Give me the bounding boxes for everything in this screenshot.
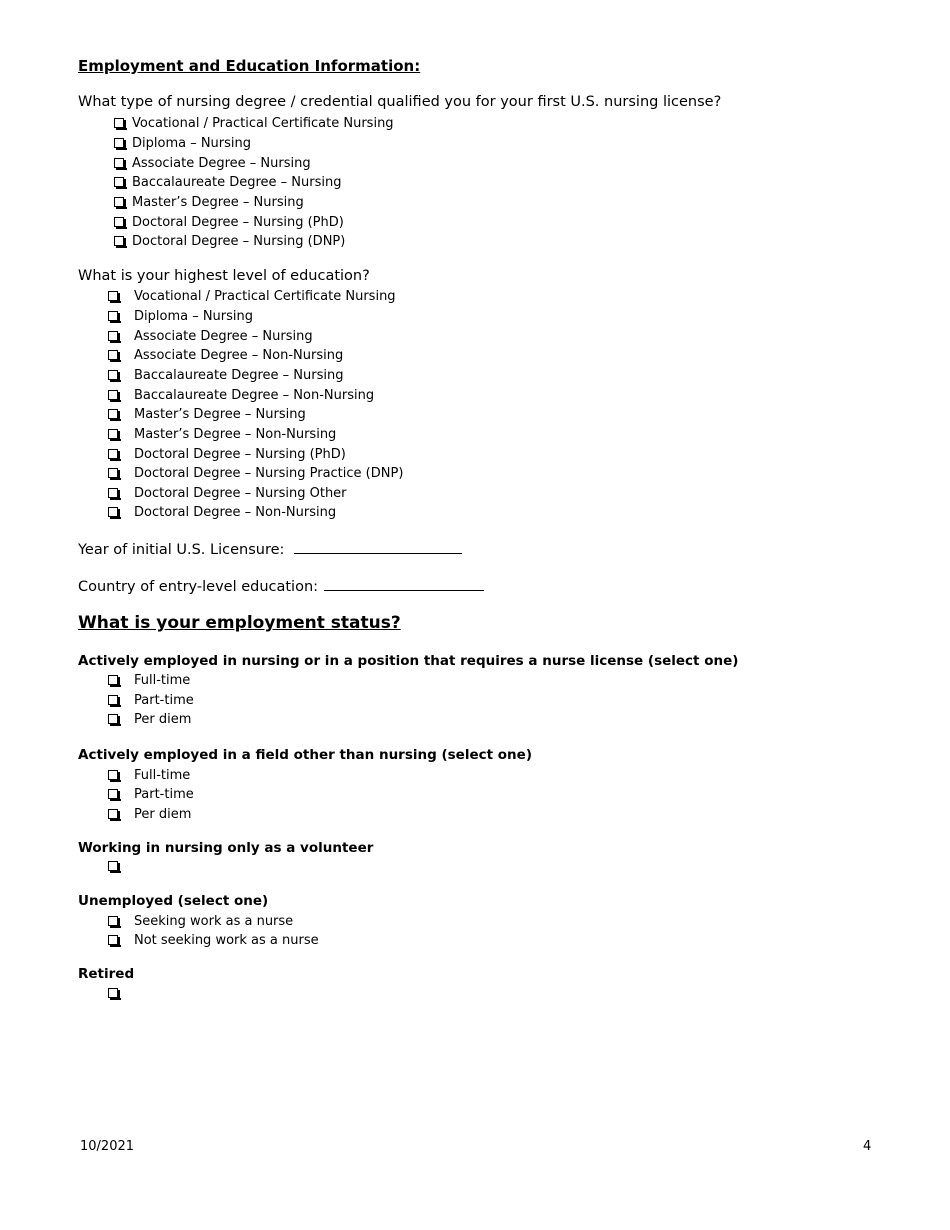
nursing-fulltime-option[interactable]: Full-time <box>108 671 190 689</box>
q1-option[interactable]: Associate Degree – Nursing <box>114 154 311 172</box>
checkbox-icon[interactable] <box>108 770 118 780</box>
checkbox-icon[interactable] <box>108 988 118 998</box>
q2-option[interactable]: Baccalaureate Degree – Nursing <box>108 366 343 384</box>
checkbox-icon[interactable] <box>108 507 118 517</box>
country-field[interactable] <box>324 576 484 591</box>
q1-option[interactable]: Doctoral Degree – Nursing (DNP) <box>114 232 345 250</box>
section-title: Employment and Education Information: <box>78 57 421 75</box>
q1-option[interactable]: Vocational / Practical Certificate Nursing <box>114 114 394 132</box>
other-fulltime-option[interactable]: Full-time <box>108 766 190 784</box>
checkbox-icon[interactable] <box>108 370 118 380</box>
checkbox-icon[interactable] <box>108 429 118 439</box>
question-first-license-degree: What type of nursing degree / credential qualified you for your first U.S. nursing license? <box>78 94 722 110</box>
licensure-year-row <box>78 539 462 558</box>
q2-option[interactable]: Doctoral Degree – Nursing Practice (DNP) <box>108 464 403 482</box>
checkbox-icon[interactable] <box>108 350 118 360</box>
licensure-year-field[interactable] <box>294 539 462 554</box>
q2-option[interactable]: Vocational / Practical Certificate Nursing <box>108 287 396 305</box>
seeking-work-option[interactable]: Seeking work as a nurse <box>108 912 293 930</box>
checkbox-icon[interactable] <box>108 331 118 341</box>
checkbox-icon[interactable] <box>108 935 118 945</box>
q2-option[interactable]: Diploma – Nursing <box>108 307 253 325</box>
other-perdiem-option[interactable]: Per diem <box>108 805 191 823</box>
other-parttime-option[interactable]: Part-time <box>108 785 194 803</box>
q1-option[interactable]: Baccalaureate Degree – Nursing <box>114 173 341 191</box>
checkbox-icon[interactable] <box>114 197 124 207</box>
question-highest-education: What is your highest level of education? <box>78 268 370 284</box>
footer-page-number: 4 <box>863 1139 872 1154</box>
retired-heading: Retired <box>78 966 135 982</box>
checkbox-icon[interactable] <box>114 177 124 187</box>
checkbox-icon[interactable] <box>114 118 124 128</box>
q1-option[interactable]: Doctoral Degree – Nursing (PhD) <box>114 213 344 231</box>
checkbox-icon[interactable] <box>114 217 124 227</box>
other-employment-heading: Actively employed in a field other than nursing (select one) <box>78 747 532 763</box>
checkbox-icon[interactable] <box>108 449 118 459</box>
checkbox-icon[interactable] <box>108 695 118 705</box>
nursing-perdiem-option[interactable]: Per diem <box>108 710 191 728</box>
checkbox-icon[interactable] <box>108 714 118 724</box>
checkbox-icon[interactable] <box>108 488 118 498</box>
q2-option[interactable]: Associate Degree – Nursing <box>108 327 313 345</box>
volunteer-option[interactable] <box>108 857 118 875</box>
not-seeking-work-option[interactable]: Not seeking work as a nurse <box>108 931 319 949</box>
nursing-parttime-option[interactable]: Part-time <box>108 691 194 709</box>
nursing-employment-heading: Actively employed in nursing or in a position that requires a nurse license (select one) <box>78 653 739 669</box>
q2-option[interactable]: Master’s Degree – Nursing <box>108 405 306 423</box>
q1-option[interactable]: Master’s Degree – Nursing <box>114 193 304 211</box>
checkbox-icon[interactable] <box>114 158 124 168</box>
unemployed-heading: Unemployed (select one) <box>78 893 269 909</box>
checkbox-icon[interactable] <box>108 409 118 419</box>
volunteer-heading: Working in nursing only as a volunteer <box>78 840 374 856</box>
q2-option[interactable]: Master’s Degree – Non-Nursing <box>108 425 336 443</box>
footer-date: 10/2021 <box>80 1139 135 1154</box>
checkbox-icon[interactable] <box>108 861 118 871</box>
employment-title: What is your employment status? <box>78 613 401 633</box>
country-row <box>78 576 484 595</box>
checkbox-icon[interactable] <box>114 236 124 246</box>
q2-option[interactable]: Doctoral Degree – Nursing (PhD) <box>108 445 346 463</box>
checkbox-icon[interactable] <box>108 675 118 685</box>
checkbox-icon[interactable] <box>108 809 118 819</box>
checkbox-icon[interactable] <box>108 390 118 400</box>
checkbox-icon[interactable] <box>108 311 118 321</box>
q2-option[interactable]: Baccalaureate Degree – Non-Nursing <box>108 386 374 404</box>
q2-option[interactable]: Doctoral Degree – Non-Nursing <box>108 503 336 521</box>
checkbox-icon[interactable] <box>108 468 118 478</box>
q1-option[interactable]: Diploma – Nursing <box>114 134 251 152</box>
licensure-year-label: Year of initial U.S. Licensure: <box>78 542 285 558</box>
checkbox-icon[interactable] <box>108 789 118 799</box>
checkbox-icon[interactable] <box>114 138 124 148</box>
checkbox-icon[interactable] <box>108 916 118 926</box>
checkbox-icon[interactable] <box>108 291 118 301</box>
retired-option[interactable] <box>108 984 118 1002</box>
q2-option[interactable]: Doctoral Degree – Nursing Other <box>108 484 347 502</box>
country-label: Country of entry-level education: <box>78 579 319 595</box>
q2-option[interactable]: Associate Degree – Non-Nursing <box>108 346 343 364</box>
